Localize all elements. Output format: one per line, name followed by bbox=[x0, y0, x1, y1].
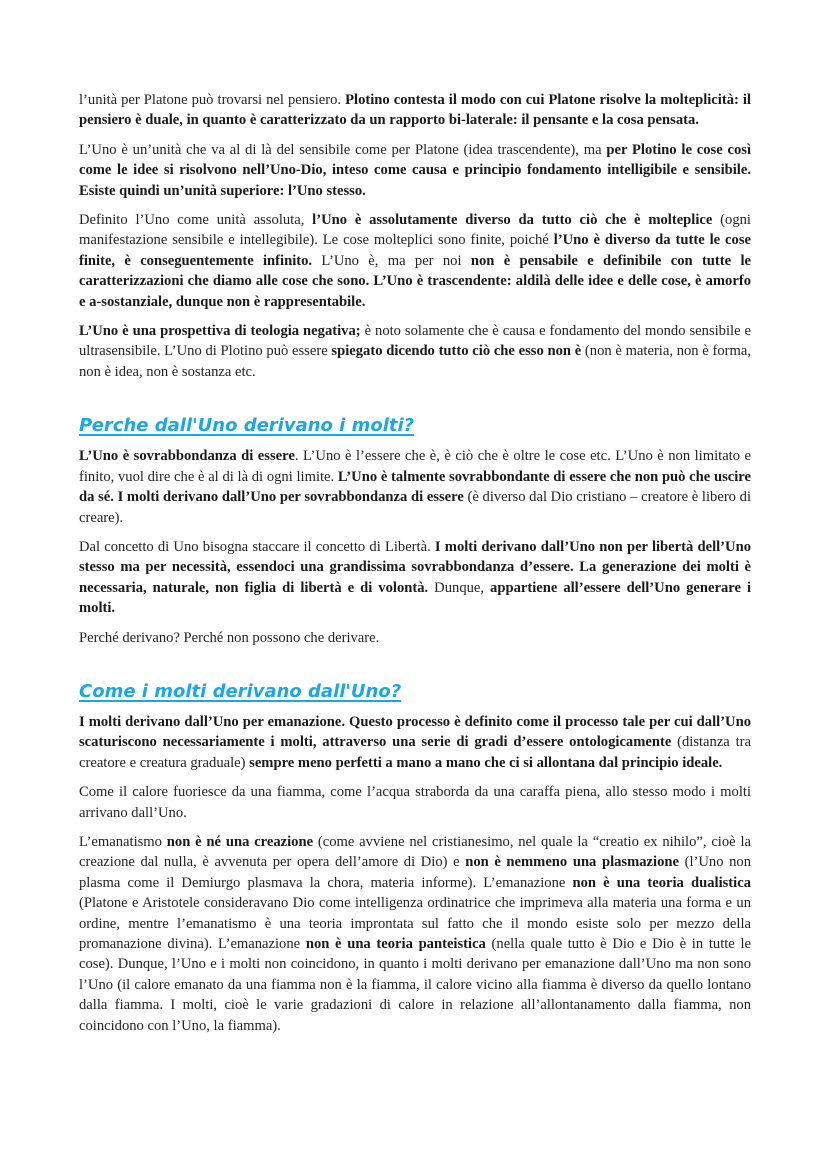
section-heading: Perche dall'Uno derivano i molti? bbox=[79, 415, 415, 437]
bold-text-run: non è una teoria dualistica bbox=[572, 874, 751, 891]
bold-text-run: spiegato dicendo tutto ciò che esso non è bbox=[331, 343, 582, 360]
bold-text-run: I molti derivano dall’Uno non per libertà dell’Uno stesso ma per necessità, essendoci una grandissima sovrabbondanza d’essere. La generazione dei molti è necessaria, naturale, non figlia di libertà e di volontà. bbox=[79, 538, 751, 596]
text-run: L’Uno è un’unità che va al di là del sensibile come per Platone (idea trascendente), ma bbox=[79, 141, 607, 158]
text-run: L’emanatismo bbox=[79, 833, 167, 850]
paragraph bbox=[79, 712, 751, 773]
text-run: (nella quale tutto è Dio e Dio è in tutte le cose). Dunque, l’Uno e i molti non coincidono, in quanto i molti derivano per emanazione dall’Uno ma non sono l’Uno (il calore emanato da una fiamma non è la fiamma, il calore vicino alla fiamma è diverso da quello lontano dalla fiamma. I molti, cioè le varie gradazioni di calore in relazione all’allontanamento dalla fiamma, non coincidono con l’Uno, la fiamma). bbox=[79, 936, 752, 1034]
text-run: è noto solamente che è causa e fondamento del mondo sensibile e ultrasensibile. L’Uno di Plotino può essere bbox=[79, 323, 752, 360]
paragraph bbox=[79, 210, 751, 312]
text-run: L’Uno è, ma per noi bbox=[312, 252, 471, 269]
bold-text-run: non è né una creazione bbox=[166, 833, 314, 850]
bold-text-run: L’Uno è sovrabbondanza di essere bbox=[79, 448, 295, 465]
bold-text-run: L’Uno è talmente sovrabbondante di essere che non può che uscire da sé. I molti derivano dall’Uno per sovrabbondanza di essere bbox=[79, 468, 751, 506]
bold-text-run: l’Uno è assolutamente diverso da tutto ciò che è molteplice bbox=[312, 212, 713, 229]
text-run: Come il calore fuoriesce da una fiamma, come l’acqua straborda da una caraffa piena, allo stesso modo i molti arrivano dall’Uno. bbox=[79, 784, 751, 821]
bold-text-run: Plotino contesta il modo con cui Platone risolve la molteplicità: il pensiero è duale, in quanto è caratterizzato da un rapporto bi-laterale: il pensante e la cosa pensata. bbox=[79, 92, 751, 129]
section-heading: Come i molti derivano dall'Uno? bbox=[79, 680, 402, 702]
text-run: (come avviene nel cristianesimo, nel quale la “creatio ex nihilo”, cioè la creazione dal nulla, è avvenuta per opera dell’amore di Dio) e bbox=[79, 833, 751, 871]
bold-text-run: sempre meno perfetti a mano a mano che ci si allontana dal principio ideale. bbox=[249, 754, 723, 771]
paragraph bbox=[79, 321, 751, 382]
bold-text-run: I molti derivano dall’Uno per emanazione. Questo processo è definito come il processo tale per cui dall’Uno scaturiscono necessariamente i molti, attraverso una serie di gradi d’essere ontologicamente bbox=[79, 713, 751, 751]
bold-text-run: per Plotino le cose così come le idee si risolvono nell’Uno-Dio, inteso come causa e principio fondamento intelligibile e sensibile. Esiste quindi un’unità superiore: l’Uno stesso. bbox=[79, 141, 751, 199]
paragraph bbox=[79, 446, 751, 528]
paragraph bbox=[79, 537, 751, 619]
bold-text-run: l’Uno è diverso da tutte le cose finite, è conseguentemente infinito. bbox=[79, 232, 751, 269]
text-run: (ogni manifestazione sensibile e intellegibile). Le cose molteplici sono finite, poiché bbox=[79, 212, 751, 249]
text-run: (è diverso dal Dio cristiano – creatore è libero di creare). bbox=[79, 489, 751, 526]
document-page bbox=[79, 90, 751, 1045]
text-run: Perché derivano? Perché non possono che derivare. bbox=[79, 629, 380, 646]
text-run: (non è materia, non è forma, non è idea, non è sostanza etc. bbox=[79, 343, 751, 380]
text-run: (l’Uno non plasma come il Demiurgo plasmava la chora, materia informe). L’emanazione bbox=[79, 854, 751, 891]
paragraph bbox=[79, 90, 751, 131]
text-run: . L’Uno è l’essere che è, è ciò che è oltre le cose etc. L’Uno è non limitato e finito, vuol dire che è al di là di ogni limite. bbox=[79, 448, 751, 485]
bold-text-run: non è nemmeno una plasmazione bbox=[465, 854, 679, 871]
paragraph bbox=[79, 782, 751, 823]
text-run: Dunque, bbox=[428, 579, 491, 596]
paragraph bbox=[79, 628, 751, 648]
paragraph bbox=[79, 832, 751, 1036]
bold-text-run: non è pensabile e definibile con tutte le caratterizzazioni che diamo alle cose che sono. L’Uno è trascendente: aldilà delle idee e delle cose, è amorfo e a-sostanziale, dunque non è rappresentabile. bbox=[79, 252, 751, 310]
text-run: (Platone e Aristotele consideravano Dio come intelligenza ordinatrice che imprimeva alla materia una forma e un ordine, mentre l’emanatismo è una teoria improntata sul fatto che il mondo esiste solo per mezzo della promanazione divina). L’emanazione bbox=[79, 895, 751, 952]
text-run: (distanza tra creatore e creatura graduale) bbox=[79, 734, 751, 771]
bold-text-run: L’Uno è una prospettiva di teologia negativa; bbox=[79, 323, 361, 340]
text-run: Definito l’Uno come unità assoluta, bbox=[79, 212, 313, 229]
text-run: Dal concetto di Uno bisogna staccare il concetto di Libertà. bbox=[79, 538, 435, 555]
bold-text-run: non è una teoria panteistica bbox=[305, 936, 486, 952]
paragraph bbox=[79, 140, 751, 201]
bold-text-run: appartiene all’essere dell’Uno generare i molti. bbox=[79, 579, 752, 617]
text-run: l’unità per Platone può trovarsi nel pensiero. bbox=[79, 92, 346, 108]
